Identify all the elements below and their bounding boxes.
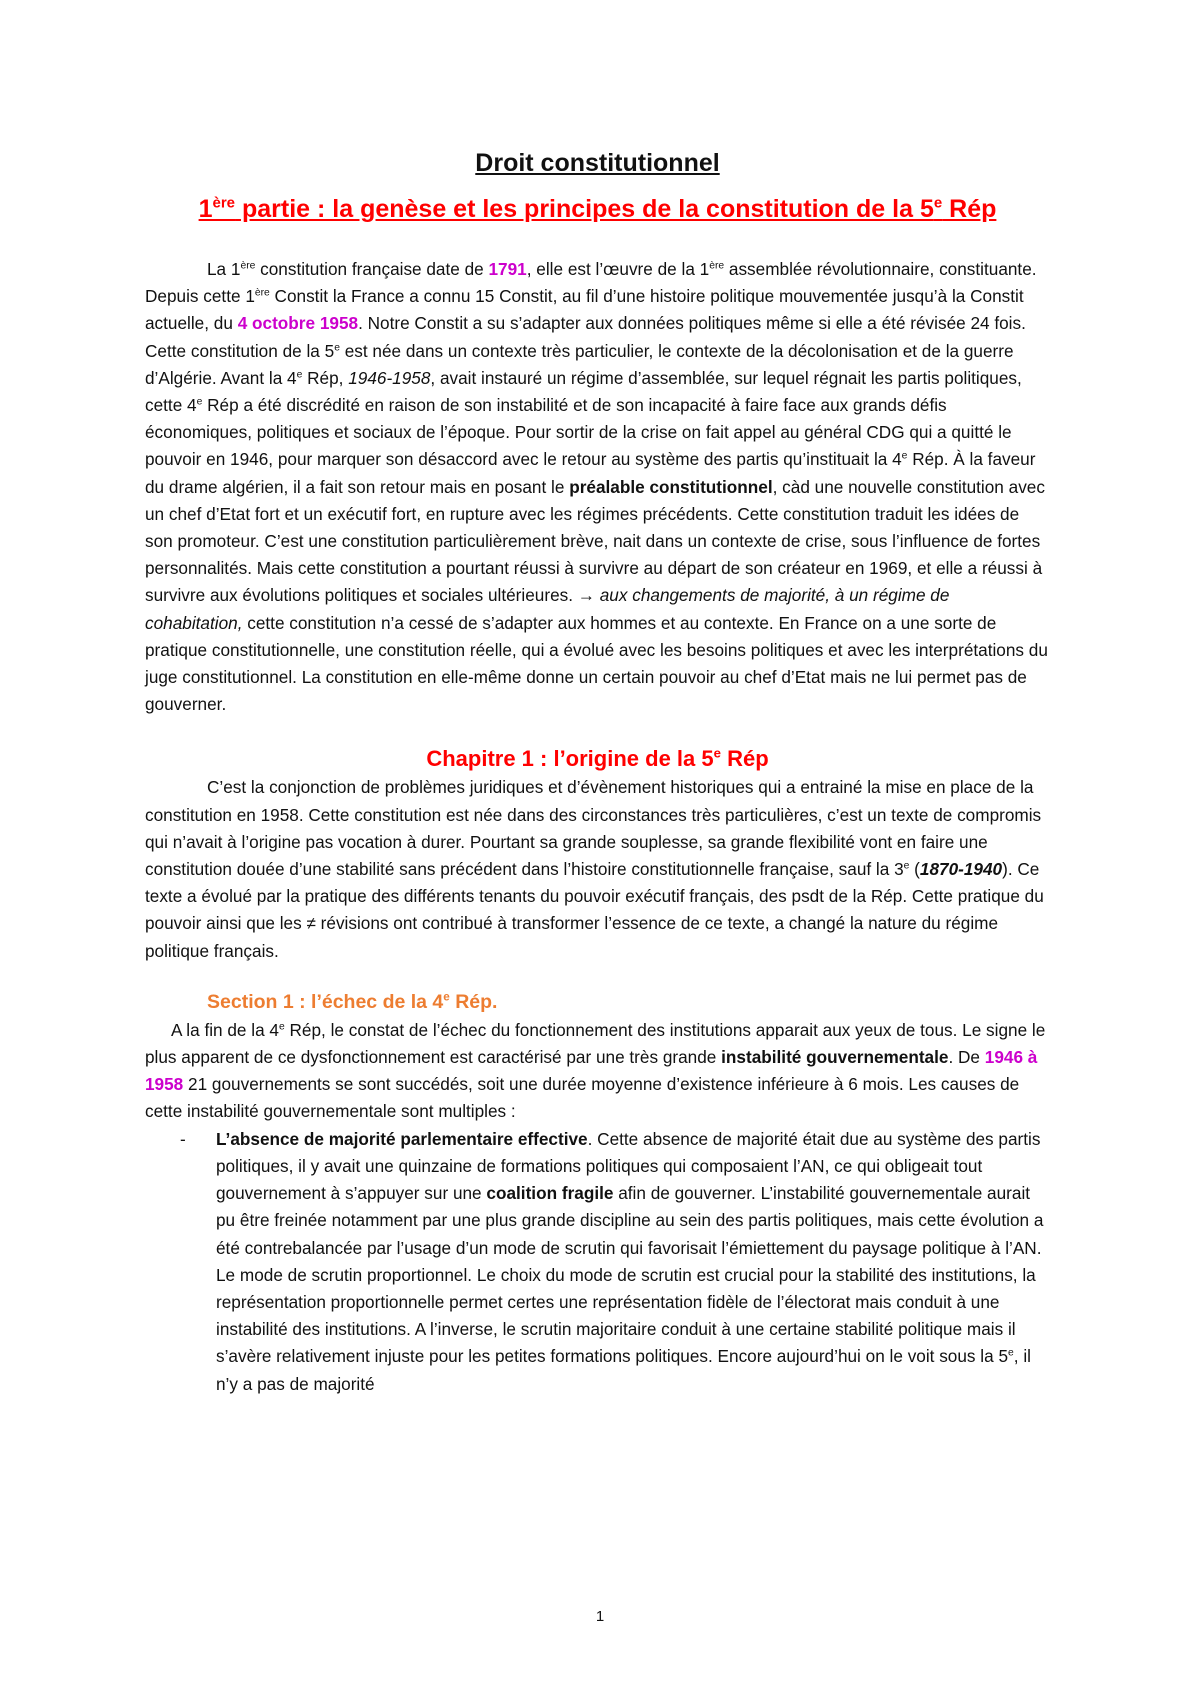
- part-title-text: partie : la genèse et les principes de la constitution de la 5: [235, 195, 934, 223]
- text-run: . De: [948, 1047, 985, 1068]
- section-paragraph: [145, 1017, 1050, 1126]
- text-run: (: [909, 859, 920, 880]
- text-run: , avait instauré un régime d’assemblée, sur lequel régnait les partis politiques, cette 4: [145, 367, 1022, 416]
- text-run: C’est la conjonction de problèmes juridiques et d’évènement historiques qui a entrainé la mise en place de la constitution en 1958. Cette constitution est née dans des circonstances très particulières, c’est un texte de compromis qui n’avait à l’origine pas vocation à durer. Pourtant sa grande souplesse, sa grande flexibilité vont en faire une constitution douée d’une stabilité sans précédent dans l’histoire constitutionnelle française, sauf la 3: [145, 777, 1042, 880]
- section-title-text: Section 1 : l’échec de la 4: [207, 990, 444, 1013]
- superscript: e: [713, 746, 721, 762]
- list-item-text: [216, 1126, 1050, 1398]
- superscript: e: [296, 369, 303, 381]
- section-title-tail: Rép.: [449, 990, 498, 1013]
- highlight-dates: 1946 à 1958: [145, 1047, 1038, 1095]
- list-item: [145, 1126, 1050, 1398]
- intro-paragraph: [145, 256, 1050, 718]
- text-run: , elle est l’œuvre de la 1: [526, 259, 710, 279]
- superscript: ère: [254, 287, 270, 299]
- text-run: La 1: [207, 259, 241, 279]
- text-run: Rép a été discrédité en raison de son instabilité et de son incapacité à faire face aux grands défis économiques, politiques et sociaux de l’époque. Pour sortir de la crise on fait appel au général CDG qui a quitté le pouvoir en 1946, pour marquer son désaccord avec le retour au système des partis qu’instituait la 4: [145, 395, 1012, 470]
- part-title: [145, 192, 1050, 226]
- chapter-title-tail: Rép: [720, 746, 769, 772]
- text-run: constitution française date de: [255, 259, 489, 279]
- text-run: . Cette absence de majorité était due au système des partis politiques, il y avait une quinzaine de formations politiques qui composaient l’AN, ce qui obligeait tout gouvernement à s’appuyer sur une: [216, 1128, 1041, 1204]
- text-run: Rép,: [302, 367, 349, 388]
- text-run: Constit la France a connu 15 Constit, au fil d’une histoire politique mouvementée jusqu’à la Constit actuelle, du: [145, 286, 1024, 334]
- superscript: e: [443, 990, 450, 1004]
- chapter-paragraph: [145, 774, 1050, 964]
- chapter-title-text: Chapitre 1 : l’origine de la 5: [426, 746, 714, 772]
- section-title: [207, 987, 1050, 1017]
- page-content: [145, 148, 1050, 1398]
- part-title-tail: Rép: [942, 195, 997, 223]
- part-number: 1: [198, 195, 213, 223]
- italic-run: → aux changements de majorité, à un régime de cohabitation,: [145, 585, 950, 633]
- text-run: est née dans un contexte très particulier, le contexte de la décolonisation et de la guerre d’Algérie. Avant la 4: [145, 340, 1014, 388]
- document-title: Droit constitutionnel: [475, 149, 720, 177]
- superscript: ère: [709, 260, 725, 272]
- highlight-date: 4 octobre 1958: [237, 313, 359, 334]
- text-run: A la fin de la 4: [171, 1019, 279, 1040]
- bold-run: instabilité gouvernementale: [721, 1047, 949, 1068]
- bold-run: L’absence de majorité parlementaire effective: [216, 1128, 588, 1149]
- page-number: 1: [595, 1608, 605, 1625]
- part-number-sup: ère: [212, 194, 236, 212]
- superscript: e: [903, 860, 910, 872]
- superscript: e: [1008, 1347, 1014, 1359]
- text-run: assemblée révolutionnaire, constituante. Depuis cette 1: [145, 259, 1037, 307]
- bold-run: coalition fragile: [486, 1183, 614, 1204]
- text-run: . Notre Constit a su s’adapter aux données politiques même si elle a été révisée 24 fois. Cette constitution de la 5: [145, 313, 1026, 361]
- highlight-year: 1791: [488, 259, 527, 279]
- bullet-dash: -: [180, 1128, 186, 1149]
- text-run: Rép, le constat de l’échec du fonctionnement des institutions apparait aux yeux de tous. Le signe le plus apparent de ce dysfonctionnement est caractérisé par une très grande: [145, 1019, 1046, 1068]
- superscript: e: [334, 341, 340, 353]
- text-run: 21 gouvernements se sont succédés, soit une durée moyenne d’existence inférieure à 6 mois. Les causes de cette instabilité gouvernementale sont multiples :: [145, 1074, 1020, 1122]
- bold-run: préalable constitutionnel: [569, 476, 773, 497]
- italic-run: 1946-1958: [348, 367, 431, 388]
- text-run: , il n’y a pas de majorité: [216, 1346, 1031, 1394]
- text-run: Rép. À la faveur du drame algérien, il a fait son retour mais en posant le: [145, 449, 1036, 497]
- superscript: e: [278, 1021, 285, 1033]
- chapter-title: [145, 744, 1050, 774]
- text-run: cette constitution n’a cessé de s’adapter aux hommes et au contexte. En France on a une sorte de pratique constitutionnelle, une constitution réelle, qui a évolué avec les besoins politiques et avec les interprétations du juge constitutionnel. La constitution en elle-même donne un certain pouvoir au chef d’Etat mais ne lui permet pas de gouverner.: [145, 612, 1048, 715]
- bold-italic-run: 1870-1940: [919, 859, 1003, 880]
- superscript: e: [901, 450, 908, 462]
- text-run: afin de gouverner. L’instabilité gouvernementale aurait pu être freinée notamment par une plus grande discipline au sein des partis politiques, mais cette évolution a été contrebalancée par l’usage d’un mode de scrutin qui favorisait l’émiettement du paysage politique à l’AN. Le mode de scrutin proportionnel. Le choix du mode de scrutin est crucial pour la stabilité des institutions, la représentation proportionnelle permet certes une représentation fidèle de l’électorat mais conduit à une instabilité des institutions. A l’inverse, le scrutin majoritaire conduit à une certaine stabilité politique mais il s’avère relativement injuste pour les petites formations politiques. Encore aujourd’hui on le voit sous la 5: [216, 1183, 1044, 1367]
- text-run: , càd une nouvelle constitution avec un chef d’Etat fort et un exécutif fort, en rupture avec les régimes précédents. Cette constitution traduit les idées de son promoteur. C’est une constitution particulièrement brève, nait dans un contexte de crise, sous l’influence de fortes personnalités. Mais cette constitution a pourtant réussi à survivre au départ de son créateur en 1969, et elle a réussi à survivre aux évolutions politiques et sociales ultérieures.: [145, 476, 1045, 606]
- superscript: ère: [240, 260, 256, 272]
- part-title-sup: e: [933, 194, 943, 212]
- superscript: e: [196, 396, 203, 408]
- text-run: ). Ce texte a évolué par la pratique des différents tenants du pouvoir exécutif français, des psdt de la Rép. Cette pratique du pouvoir ainsi que les ≠ révisions ont contribué à transformer l’essence de ce texte, a changé la nature du régime politique français.: [145, 859, 1044, 961]
